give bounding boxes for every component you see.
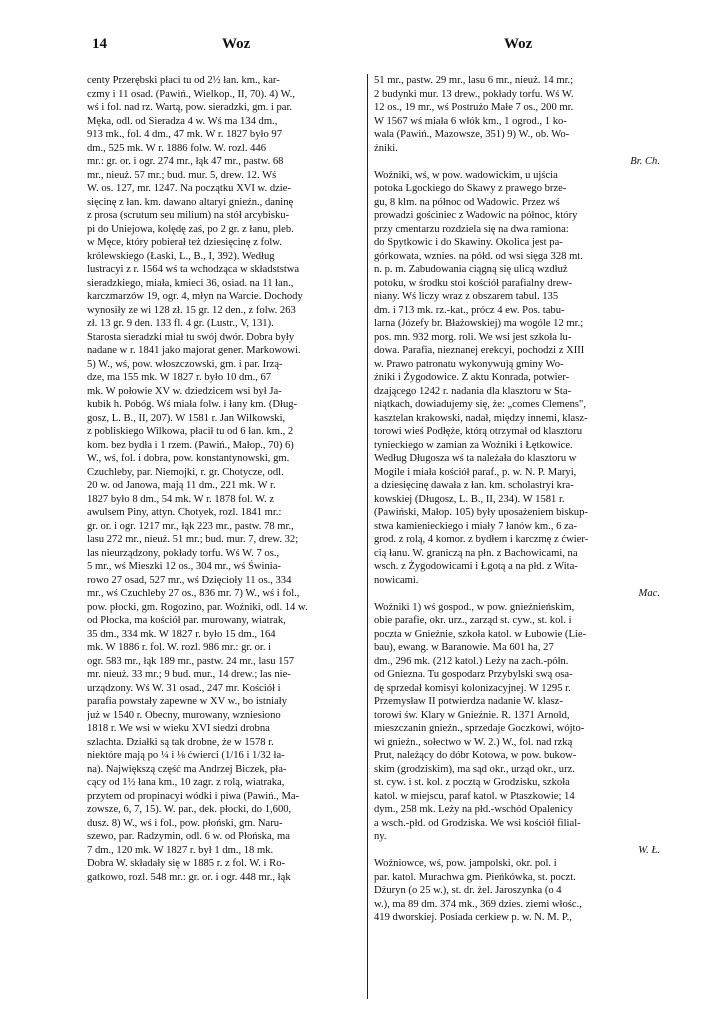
text-line: larna (Józefy br. Błażowskiej) ma wogóle 12 mr.;	[374, 318, 584, 329]
text-line: gr. or. i ogr. 1217 mr., łąk 223 mr., pastw. 78 mr.,	[87, 520, 294, 532]
text-line: wsch. z Żygodowicami i Łgotą a na płd. z Wita-	[374, 561, 578, 572]
text-line: dm., 296 mk. (212 katol.) Leży na zach.-półn.	[374, 655, 569, 667]
text-line: pow. płocki, gm. Rogozino, par. Woźniki, odl. 14 w.	[87, 601, 308, 613]
text-line: w. Prawo patronatu wykonywują gminy Wo-	[374, 358, 564, 370]
text-line: źniki i Żygodowice. Z aktu Konrada, potwier-	[374, 372, 570, 383]
text-line: dzającego 1242 r. nadania dla klasztoru w Sta-	[374, 385, 572, 397]
text-line: czmy i 11 osad. (Pawiń., Wielkop., II, 70). 4) W.,	[87, 88, 295, 100]
text-line: Starosta sieradzki miał tu swój dwór. Dobra były	[87, 331, 295, 343]
running-head-right: Woz	[504, 36, 533, 52]
text-line: od Płocka, ma kościół par. murowany, wiatrak,	[87, 615, 286, 626]
left-text-column	[87, 74, 373, 999]
text-line: dm. i 713 mk. rz.-kat., prócz 4 ew. Pos. tabu-	[374, 304, 565, 316]
text-line: parafia powstały zapewne w XV w., bo istniały	[87, 696, 288, 707]
text-line: n. p. m. Zabudowania ciągną się ulicą wzdłuż	[374, 264, 568, 275]
text-line: wynosiły ze wi 128 zł. 15 gr. 12 den., z folw. 263	[87, 304, 296, 316]
text-line: 51 mr., pastw. 29 mr., lasu 6 mr., nieuż. 14 mr.;	[374, 75, 574, 86]
text-line: 5) W., wś, pow. włoszczowski, gm. i par. Irzą-	[87, 358, 283, 370]
text-line: szewo, par. Radzymin, odl. 6 w. od Płońska, ma	[87, 831, 290, 842]
text-line: poczta w Gnieźnie, szkoła katol. w Łubowie (Lie-	[374, 628, 587, 640]
text-line: niany. Wś liczy wraz z obszarem tabul. 135	[374, 291, 559, 302]
text-line: cący od 1½ łana km., 10 zagr. z rolą, wiatraka,	[87, 777, 285, 788]
text-line: rowo 27 osad, 527 mr., wś Dzięcioły 11 os., 334	[87, 574, 292, 586]
text-line: Przemysław II potwierdza nadanie W. klasz-	[374, 696, 563, 707]
author-signature: W. Ł.	[638, 844, 660, 856]
text-line: w.), ma 89 dm. 374 mk., 369 dzies. ziemi włośc.,	[374, 898, 582, 910]
text-line: W., wś, fol. i dobra, pow. konstantynowski, gm.	[87, 453, 290, 464]
text-line: pos. mn. 932 morg. roli. We wsi jest szkoła lu-	[374, 331, 572, 343]
text-line: gatkowo, rozl. 548 mr.: gr. or. i ogr. 448 mr., łąk	[87, 871, 291, 883]
text-line: katol. w miejscu, paraf katol. w Ptaszkowie; 14	[374, 790, 575, 802]
text-line: W 1567 wś miała 6 włók km., 1 ogrod., 1 ko-	[374, 115, 567, 127]
text-line: kowskiej (Długosz, L. B., II, 234). W 1581 r.	[374, 493, 565, 505]
page-header	[0, 36, 720, 58]
text-line: Woźniki, wś, w pow. wadowickim, u ujścia	[374, 169, 558, 181]
text-line: cią łanu. W. graniczą na płn. z Bachowicami, na	[374, 547, 578, 559]
text-line: źniki.	[374, 142, 398, 154]
text-line: górkowata, wznies. na półd. od wsi sięga 328 mt.	[374, 250, 583, 262]
text-line: mieszczanin gnieźn., sprzedaje Goczkowi, wójto-	[374, 723, 585, 734]
text-line: Męka, odl. od Sieradza 4 w. Wś ma 134 dm.,	[87, 115, 278, 127]
text-line: sięcinę z łan. km. dawano altaryi gnieźn., daninę	[87, 196, 294, 208]
text-line: mr., nieuż. 57 mr.; bud. mur. 5, drew. 12. Wś	[87, 169, 277, 181]
text-line: grod. z rolą, 4 komor. z bydłem i karczmę z ćwier-	[374, 534, 589, 545]
text-line: dę sprzedał komisyi kolonizacyjnej. W 1295 r.	[374, 682, 571, 694]
text-line: dusz. 8) W., wś i fol., pow. płoński, gm. Naru-	[87, 817, 283, 829]
text-line: zł. 13 gr. 9 den. 133 fl. 4 gr. (Lustr., V, 131).	[87, 318, 274, 329]
text-line: mk. W połowie XV w. dziedzicem wsi był Ja-	[87, 385, 282, 397]
text-line: z pobliskiego Wilkowa, płacił tu od 6 łan. km., 2	[87, 426, 294, 437]
text-line: królewskiego (Łaski, L., B., I, 392). Według	[87, 250, 275, 262]
text-line: par. katol. Murachwa gm. Pieńkówka, st. poczt.	[374, 871, 576, 883]
text-line: mr.: gr. or. i ogr. 274 mr., łąk 47 mr., pastw. 68	[87, 156, 284, 167]
text-line: Według Długosza wś ta należała do klasztoru w	[374, 453, 577, 464]
text-line: lasu 272 mr., nieuż. 51 mr.; bud. mur. 7, drew. 32;	[87, 534, 299, 545]
text-line: Woźniki 1) wś gospod., w pow. gnieźnieńskim,	[374, 601, 575, 613]
text-line: stwa kamienieckiego i miały 7 łanów km., 6 za-	[374, 520, 577, 532]
text-line: 913 mk., fol. 4 dm., 47 mk. W r. 1827 było 97	[87, 129, 283, 140]
text-line: Dżuryn (o 25 w.), st. dr. żel. Jaroszynka (o 4	[374, 885, 562, 896]
text-line: pi do Uniejowa, kolędę zaś, po 2 gr. z łanu, pleb.	[87, 223, 294, 235]
text-line: W. os. 127, mr. 1247. Na początku XVI w. dzie-	[87, 183, 291, 194]
text-line: gu, 8 klm. na północ od Wadowic. Przez wś	[374, 196, 560, 208]
text-line: przy cmentarzu rozdziela się na dwa ramiona:	[374, 223, 569, 235]
text-line: sieradzkiego, miała, kmieci 36, osiad. na 11 łan.,	[87, 277, 294, 289]
text-line: 1818 r. We wsi w wieku XVI siedzi drobna	[87, 723, 270, 734]
text-line: zowsze, 6, 7, 15). W. par., dek. płocki, do 1,600,	[87, 804, 292, 815]
text-line: ny.	[374, 831, 387, 842]
text-line: mk. W 1886 r. fol. W. rozl. 986 mr.: gr. or. i	[87, 642, 272, 653]
text-line: 419 dworskiej. Posiada cerkiew p. w. N. M. P.,	[374, 912, 572, 923]
text-line: las nieurządzony, pokłady torfu. Wś W. 7 os.,	[87, 547, 280, 559]
author-signature: Mac.	[638, 588, 660, 599]
text-line: awulsem Piny, attyn. Chotyek, rozl. 1841 mr.:	[87, 507, 282, 518]
text-line: szlachta. Działki są tak drobne, że w 1578 r.	[87, 736, 274, 748]
text-line: karczmarzów 19, ogr. 4, młyn na Warcie. Dochody	[87, 291, 303, 302]
text-line: na). Największą część ma Andrzej Biczek, pła-	[87, 763, 287, 775]
text-line: wala (Pawiń., Mazowsze, 351) 9) W., ob. Wo-	[374, 129, 570, 140]
text-line: a wsch.-płd. od Grodziska. We wsi kościół filial-	[374, 817, 581, 829]
text-line: nadane w r. 1841 jako majorat gener. Markowowi.	[87, 345, 301, 356]
text-line: z prosa (scrutum seu milium) na stół arcybisku-	[87, 210, 290, 221]
text-line: torowi św. Klary w Gnieźnie. R. 1371 Arnold,	[374, 709, 570, 721]
text-line: 20 w. od Janowa, mają 11 dm., 221 mk. W r.	[87, 480, 276, 491]
text-line: dym., 258 mk. Leży na płd.-wschód Opalenicy	[374, 804, 573, 815]
text-line: 2 budynki mur. 13 drew., pokłady torfu. Wś W.	[374, 88, 574, 100]
text-line: Mogile i miała kościół paraf., p. w. N. P. Maryi,	[374, 466, 577, 478]
text-line: gosz, L. B., II, 207). W 1581 r. Jan Wilkowski,	[87, 412, 286, 424]
text-line: w Męce, który pobierał też dziesięcinę z folw.	[87, 237, 282, 248]
text-line: obie parafie, okr. urz., zarząd st. cyw., st. kol. i	[374, 615, 572, 626]
author-signature: Br. Ch.	[630, 156, 660, 167]
text-line: kasztelan krakowski, nadał, między innemi, klasz-	[374, 412, 588, 424]
text-line: 12 os., 19 mr., wś Postrużo Małe 7 os., 200 mr.	[374, 102, 574, 113]
text-line: 1827 było 8 dm., 54 mk. W r. 1878 fol. W. z	[87, 493, 275, 505]
right-text-column	[374, 74, 660, 999]
text-line: skim (grodziskim), ma sąd okr., urząd okr., urz.	[374, 763, 575, 775]
text-line: dowa. Parafia, nieznanej erekcyi, pochodzi z XIII	[374, 345, 585, 356]
text-line: mr., wś Czuchleby 27 os., 836 mr. 7) W., wś i fol.,	[87, 588, 300, 599]
text-line: bau), ewang. w Baranowie. Ma 601 ha, 27	[374, 642, 554, 653]
text-line: Dobra W. składały się w 1885 r. z fol. W. i Ro-	[87, 858, 286, 869]
column-divider	[367, 74, 368, 999]
text-line: już w 1540 r. Obecny, murowany, wzniesiono	[87, 709, 281, 721]
text-line: potoka Lgockiego do Skawy z prawego brze-	[374, 183, 567, 194]
text-line: nowicami.	[374, 574, 419, 586]
text-line: st. cyw. i st. kol. z pocztą w Grodzisku, szkoła	[374, 777, 570, 788]
text-line: niektóre mają po ¼ i ⅛ ćwierci (1/16 i 1/32 ła-	[87, 750, 285, 761]
text-line: a dziesięcinę dawała z łan. km. scholastryi kra-	[374, 480, 574, 491]
text-line: prowadzi gościniec z Wadowic na północ, który	[374, 210, 578, 221]
text-line: potoku, w środku stoi kościół parafialny drew-	[374, 277, 573, 289]
text-line: od Gniezna. Tu gospodarz Przybylski swą osa-	[374, 669, 573, 680]
text-line: dm., 525 mk. W r. 1886 folw. W. rozl. 446	[87, 142, 267, 154]
text-line: Czuchleby, par. Niemojki, r. gr. Chotycze, odl.	[87, 466, 284, 478]
text-line: wś i fol. nad rz. Wartą, pow. sieradzki, gm. i par.	[87, 102, 293, 113]
text-line: 5 mr., wś Mieszki 12 os., 304 mr., wś Świnia-	[87, 561, 281, 572]
text-line: wi gnieźn., sołectwo w W. 2.) W., fol. nad rzką	[374, 736, 573, 748]
text-line: (Pawiński, Małop. 105) były uposażeniem biskup-	[374, 507, 588, 518]
running-head-left: Woz	[222, 36, 251, 52]
text-line: ogr. 583 mr., łąk 189 mr., pastw. 24 mr., lasu 157	[87, 655, 295, 667]
text-line: do Spytkowic i do Skawiny. Okolica jest pa-	[374, 237, 563, 248]
text-line: dze, ma 155 mk. W 1827 r. było 10 dm., 67	[87, 372, 272, 383]
page-number: 14	[92, 36, 107, 52]
text-line: kom. bez bydła i 1 rzem. (Pawiń., Małop., 70) 6)	[87, 439, 294, 451]
text-line: lustracyi z r. 1564 wś ta wchodząca w składststwa	[87, 264, 300, 275]
text-line: mr. nieuż. 33 mr.; 9 bud. mur., 14 drew.; las nie-	[87, 669, 291, 680]
text-line: tynieckiego w zamian za Woźniki i Łętkowice.	[374, 439, 573, 451]
text-line: przytem od propinacyi wódki i piwa (Pawiń., Ma-	[87, 790, 300, 802]
text-line: kubik h. Pobóg. Wś miała folw. i łany km. (Dług-	[87, 399, 298, 410]
text-line: 35 dm., 334 mk. W 1827 r. było 15 dm., 164	[87, 628, 276, 640]
text-line: torowi wieś Podłęże, którą otrzymał od klasztoru	[374, 426, 582, 437]
text-line: 7 dm., 120 mk. W 1827 r. był 1 dm., 18 mk.	[87, 844, 274, 856]
text-line: Prut, należący do dóbr Kotowa, w pow. bukow-	[374, 750, 577, 761]
text-line: Woźniowce, wś, pow. jampolski, okr. pol. i	[374, 858, 557, 869]
text-line: centy Przerębski płaci tu od 2½ łan. km., kar-	[87, 75, 280, 86]
text-line: niątkach, dowiadujemy się, że: „comes Clemens",	[374, 399, 587, 410]
text-line: urządzony. Wś W. 31 osad., 247 mr. Kościół i	[87, 682, 281, 694]
